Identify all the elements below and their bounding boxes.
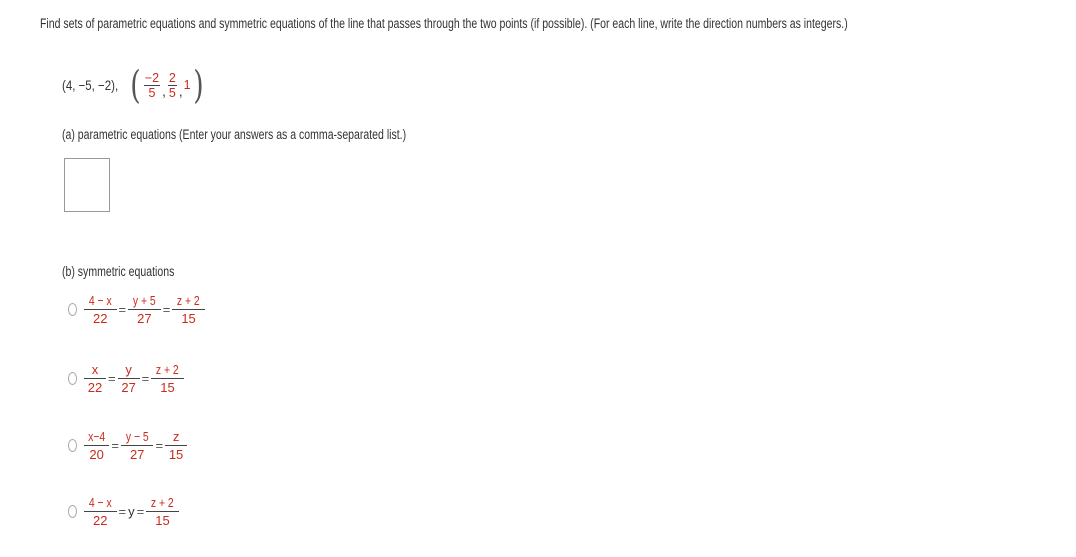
symmetric-option-2[interactable] [68, 361, 185, 396]
left-paren: ( [130, 63, 141, 107]
given-points: (4, −5, −2), ( $\frac{-2}{5}$ , $\frac{2}{5}$ , 1 ) [62, 59, 205, 111]
first-point: (4, −5, −2), [62, 77, 119, 93]
radio-option-3[interactable] [68, 439, 77, 452]
part-a-label: (a) parametric equations (Enter your answers as a comma-separated list.) [62, 127, 407, 142]
x-coordinate-fraction: $\frac{-2}{5}$ [144, 70, 160, 100]
symmetric-option-1[interactable] [68, 292, 206, 327]
y-coordinate-fraction: $\frac{2}{5}$ [168, 70, 176, 100]
symmetric-option-3[interactable] [68, 428, 188, 463]
radio-option-1[interactable] [68, 303, 77, 316]
option-1-equation: $\frac{4 - x}{22}$ = $\frac{y + 5}{27}$ = $\frac{z + 2}{15}$ [83, 292, 206, 327]
option-2-equation: $\frac{x}{22}$ = $\frac{y}{27}$ = $\frac{z + 2}{15}$ [83, 361, 185, 396]
question-text: Find sets of parametric equations and symmetric equations of the line that passes through the two points (if possible). (For each line, write the direction numbers as integers.) [40, 16, 848, 31]
parametric-answer-input[interactable] [64, 158, 110, 212]
option-3-equation: $\frac{x-4}{20}$ = $\frac{y - 5}{27}$ = $\frac{z}{15}$ [83, 428, 188, 463]
right-paren: ) [192, 63, 204, 107]
z-coordinate: 1 [183, 78, 191, 92]
radio-option-2[interactable] [68, 372, 77, 385]
radio-option-4[interactable] [68, 505, 77, 518]
option-4-equation: $\frac{4 - x}{22}$ = y = $\frac{z + 2}{15}$ [83, 494, 180, 529]
symmetric-option-4[interactable] [68, 494, 180, 529]
part-b-label: (b) symmetric equations [62, 264, 175, 279]
